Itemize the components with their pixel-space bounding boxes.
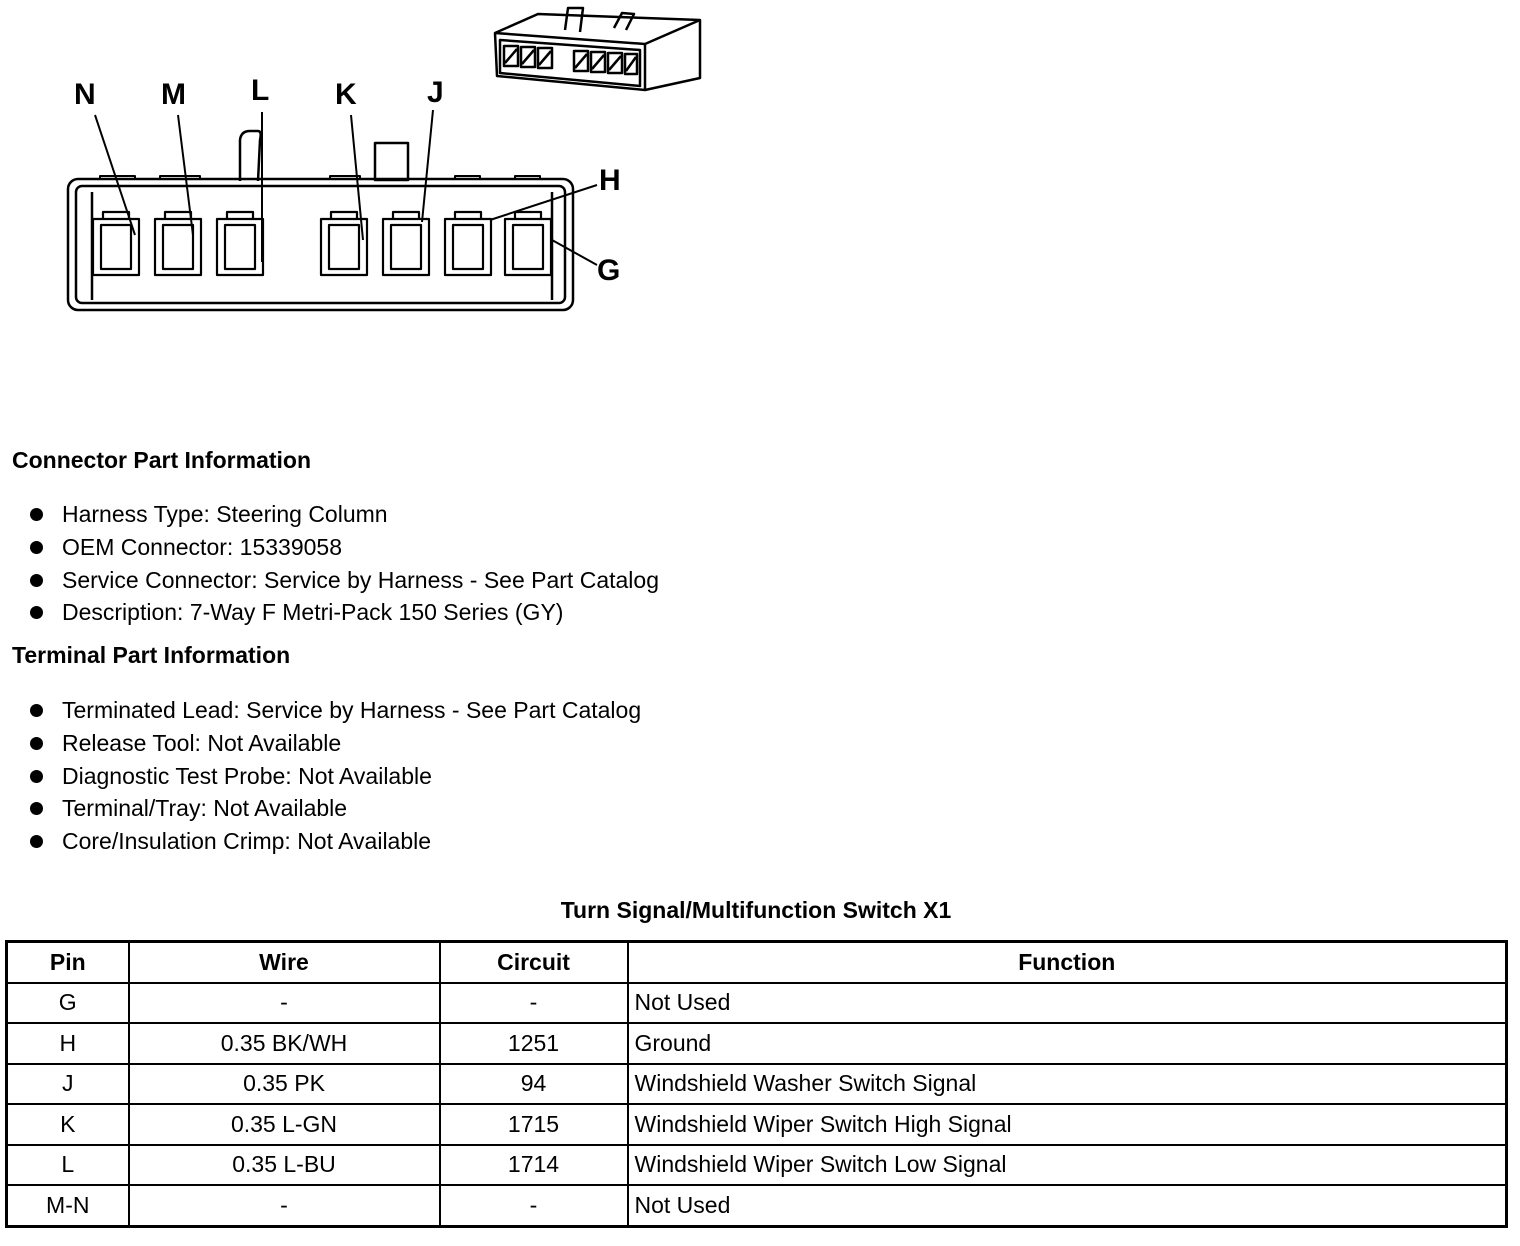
bullet-icon	[30, 737, 43, 750]
wire-cell: 0.35 L-BU	[129, 1145, 440, 1186]
terminal-info-heading: Terminal Part Information	[12, 642, 291, 668]
list-item-text: Terminal/Tray: Not Available	[62, 795, 348, 822]
bullet-icon	[30, 508, 43, 521]
table-row	[7, 1104, 1507, 1145]
bullet-icon	[30, 835, 43, 848]
pin-label-n: N	[74, 78, 96, 111]
pin-cell: J	[7, 1064, 129, 1105]
pin-cell: G	[7, 983, 129, 1024]
circuit-cell: -	[440, 1185, 628, 1226]
list-item-text: Description: 7-Way F Metri-Pack 150 Series (GY)	[62, 599, 564, 626]
list-item	[28, 825, 641, 858]
pin-label-h: H	[599, 164, 621, 197]
connector-face-view	[68, 131, 573, 310]
connector-info-heading: Connector Part Information	[12, 447, 312, 473]
pinout-table	[5, 940, 1508, 1228]
table-row	[7, 1185, 1507, 1226]
table-header-row	[7, 942, 1507, 983]
pin-cell: L	[7, 1145, 129, 1186]
connector-info-list	[28, 498, 659, 629]
wire-cell: 0.35 PK	[129, 1064, 440, 1105]
pin-cell: H	[7, 1023, 129, 1064]
list-item	[28, 792, 641, 825]
function-cell: Ground	[628, 1023, 1507, 1064]
list-item	[28, 596, 659, 629]
circuit-cell: 1251	[440, 1023, 628, 1064]
pin-cell: M-N	[7, 1185, 129, 1226]
column-header-circuit: Circuit	[440, 942, 628, 983]
column-header-wire: Wire	[129, 942, 440, 983]
list-item-text: Core/Insulation Crimp: Not Available	[62, 828, 432, 855]
circuit-cell: -	[440, 983, 628, 1024]
pin-label-l: L	[251, 74, 270, 107]
pin-cell: K	[7, 1104, 129, 1145]
list-item	[28, 727, 641, 760]
table-row	[7, 1145, 1507, 1186]
bullet-icon	[30, 541, 43, 554]
bullet-icon	[30, 802, 43, 815]
table-title: Turn Signal/Multifunction Switch X1	[560, 897, 952, 923]
wire-cell: 0.35 BK/WH	[129, 1023, 440, 1064]
wire-cell: -	[129, 1185, 440, 1226]
table-row	[7, 1023, 1507, 1064]
circuit-cell: 94	[440, 1064, 628, 1105]
function-cell: Not Used	[628, 1185, 1507, 1226]
list-item	[28, 564, 659, 597]
list-item-text: Service Connector: Service by Harness - See Part Catalog	[62, 566, 659, 593]
bullet-icon	[30, 770, 43, 783]
function-cell: Windshield Wiper Switch High Signal	[628, 1104, 1507, 1145]
terminal-info-list	[28, 694, 641, 858]
function-cell: Windshield Wiper Switch Low Signal	[628, 1145, 1507, 1186]
list-item	[28, 760, 641, 793]
list-item-text: Release Tool: Not Available	[62, 729, 342, 756]
pin-label-k: K	[335, 78, 357, 111]
list-item	[28, 531, 659, 564]
circuit-cell: 1715	[440, 1104, 628, 1145]
column-header-pin: Pin	[7, 942, 129, 983]
wire-cell: -	[129, 983, 440, 1024]
function-cell: Windshield Washer Switch Signal	[628, 1064, 1507, 1105]
circuit-cell: 1714	[440, 1145, 628, 1186]
function-cell: Not Used	[628, 983, 1507, 1024]
pin-label-j: J	[427, 76, 444, 109]
leader-lines	[95, 110, 597, 265]
list-item-text: Harness Type: Steering Column	[62, 501, 388, 527]
list-item-text: Diagnostic Test Probe: Not Available	[62, 762, 432, 789]
table-row	[7, 983, 1507, 1024]
connector-isometric-view	[495, 8, 700, 90]
wire-cell: 0.35 L-GN	[129, 1104, 440, 1145]
list-item	[28, 498, 659, 531]
connector-diagram	[0, 0, 760, 330]
bullet-icon	[30, 704, 43, 717]
pin-label-g: G	[597, 254, 621, 287]
bullet-icon	[30, 574, 43, 587]
list-item	[28, 694, 641, 727]
column-header-function: Function	[628, 942, 1507, 983]
list-item-text: OEM Connector: 15339058	[62, 533, 343, 560]
table-row	[7, 1064, 1507, 1105]
pin-label-m: M	[161, 78, 186, 111]
bullet-icon	[30, 606, 43, 619]
list-item-text: Terminated Lead: Service by Harness - See Part Catalog	[62, 697, 642, 723]
